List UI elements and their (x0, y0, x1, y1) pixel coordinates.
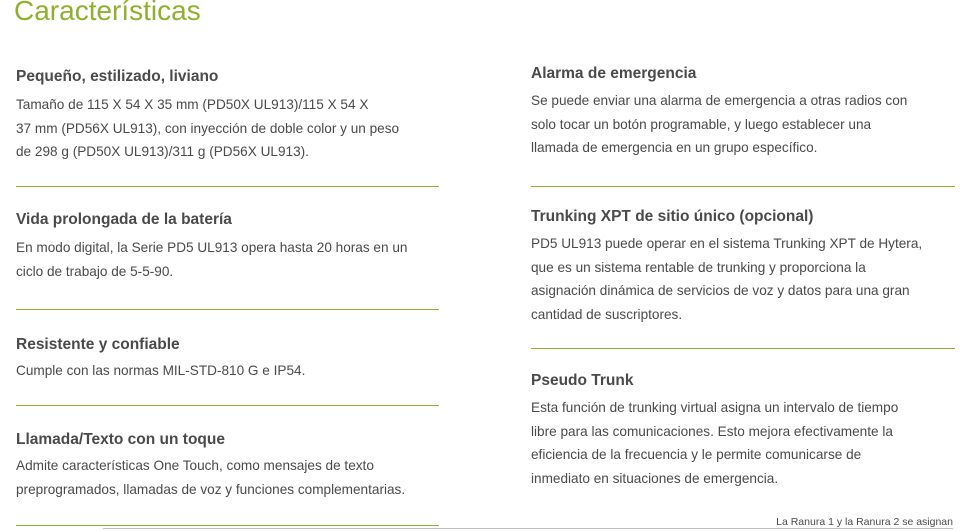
feature-description: Admite características One Touch, como mensajes de texto preprogramados, llamadas de voz y funciones complementarias. (16, 458, 406, 497)
feature-description: Cumple con las normas MIL-STD-810 G e IP54. (16, 363, 306, 378)
feature-heading: Resistente y confiable (16, 336, 180, 353)
footer-note: La Ranura 1 y la Ranura 2 se asignan (776, 516, 953, 528)
feature-heading: Pseudo Trunk (531, 372, 634, 389)
feature-description: Tamaño de 115 X 54 X 35 mm (PD50X UL913)/115 X 54 X 37 mm (PD56X UL913), con inyección de doble color y un peso de 298 g (PD50X UL913)/311 g (PD56X UL913). (16, 97, 400, 159)
feature-battery-life (16, 210, 446, 283)
feature-rugged-reliable (16, 335, 446, 383)
feature-heading: Vida prolongada de la batería (16, 211, 232, 228)
footer-divider (103, 528, 953, 529)
section-divider (16, 525, 439, 526)
feature-emergency-alarm (531, 64, 961, 160)
section-divider (16, 405, 439, 406)
feature-heading: Trunking XPT de sitio único (opcional) (531, 208, 814, 225)
feature-description: Se puede enviar una alarma de emergencia a otras radios con solo tocar un botón programable, y luego establecer una llamada de emergencia en un grupo específico. (531, 93, 908, 155)
feature-pseudo-trunk (531, 371, 971, 490)
section-divider (531, 348, 955, 349)
feature-heading: Alarma de emergencia (531, 65, 697, 82)
feature-description: PD5 UL913 puede operar en el sistema Trunking XPT de Hytera, que es un sistema rentable de trunking y proporciona la asignación dinámica de servicios de voz y datos para una gran cantidad de suscriptores. (531, 236, 923, 322)
page-title: Características (14, 0, 201, 26)
feature-xpt-trunking (531, 207, 971, 326)
feature-description: Esta función de trunking virtual asigna un intervalo de tiempo libre para las comunicaciones. Esto mejora efectivamente la eficiencia de la frecuencia y le permite comunicarse de inmediato en situaciones de emergencia. (531, 400, 899, 486)
feature-small-stylish-light (16, 67, 446, 164)
feature-description: En modo digital, la Serie PD5 UL913 opera hasta 20 horas en un ciclo de trabajo de 5-5-90. (16, 240, 408, 279)
feature-heading: Pequeño, estilizado, liviano (16, 68, 219, 85)
feature-heading: Llamada/Texto con un toque (16, 431, 225, 448)
section-divider (16, 186, 439, 187)
feature-one-touch (16, 430, 456, 501)
section-divider (16, 309, 439, 310)
section-divider (531, 186, 955, 187)
